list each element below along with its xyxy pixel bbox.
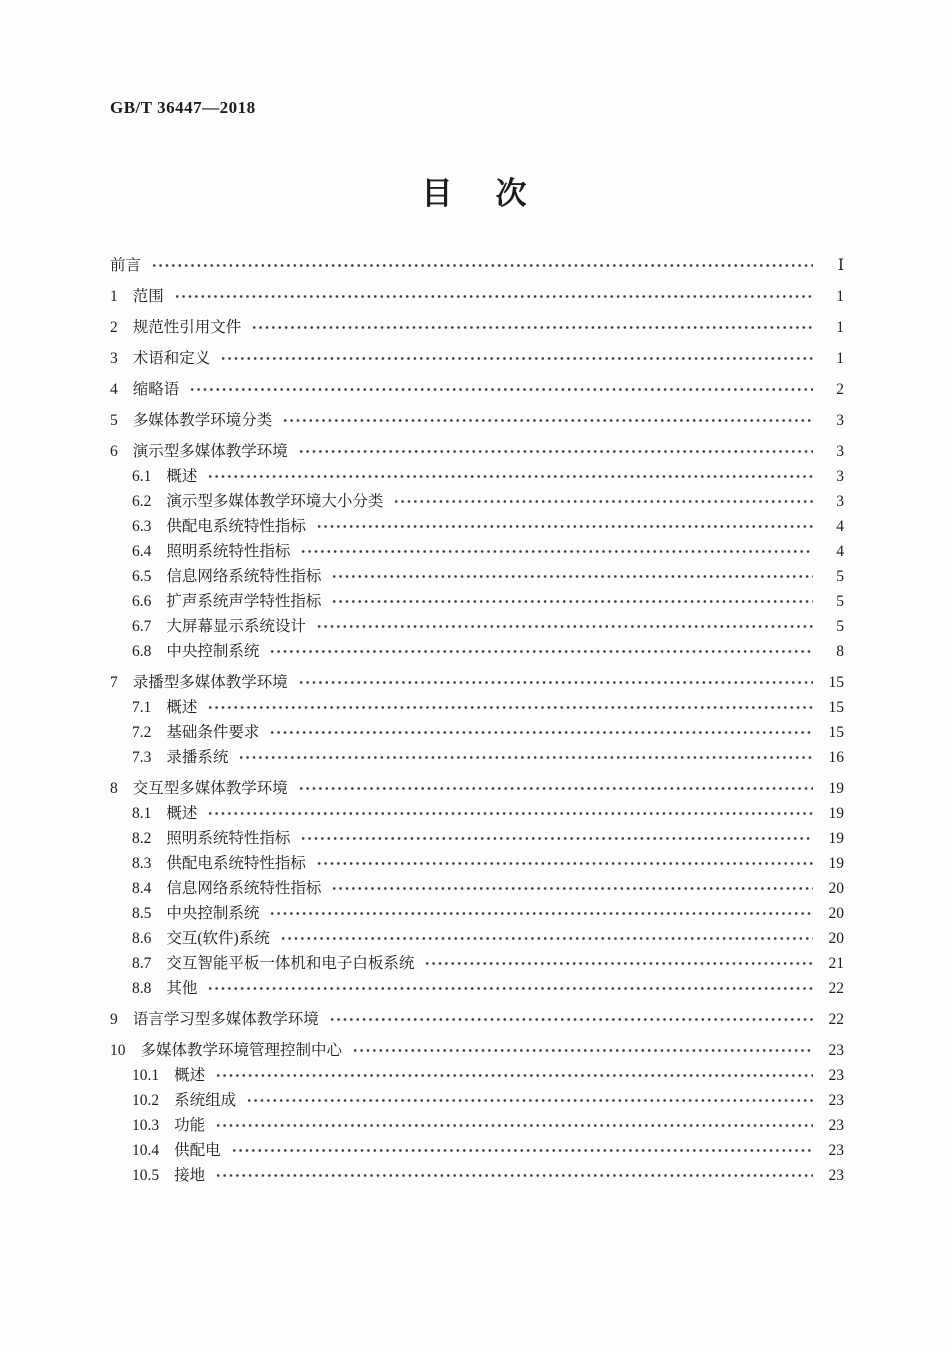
leader-dots	[251, 321, 813, 334]
toc-entry-number: 6.7	[132, 618, 152, 635]
toc-entry-number: 10.5	[132, 1167, 160, 1184]
leader-dots	[151, 259, 813, 272]
toc-entry-number: 3	[110, 350, 118, 367]
toc-entry-number: 8.2	[132, 830, 152, 847]
leader-dots	[298, 445, 813, 458]
toc-entry-title: 术语和定义	[132, 350, 211, 367]
standard-code: GB/T 36447—2018	[110, 98, 256, 117]
toc-entry-title: 录播型多媒体教学环境	[132, 674, 288, 691]
toc-entry-number: 6.4	[132, 543, 152, 560]
toc-entry-title: 交互(软件)系统	[166, 930, 270, 947]
leader-dots	[331, 882, 813, 895]
toc-entry-number: 6.1	[132, 468, 152, 485]
toc-entry	[110, 1113, 844, 1138]
toc-entry-number: 2	[110, 319, 118, 336]
toc-entry-title: 缩略语	[132, 381, 180, 398]
toc-entry-number: 8.3	[132, 855, 152, 872]
leader-dots	[189, 383, 813, 396]
toc-entry-number: 8.1	[132, 805, 152, 822]
toc-entry-title: 交互型多媒体教学环境	[132, 780, 288, 797]
leader-dots	[246, 1094, 813, 1107]
toc-entry	[110, 826, 844, 851]
toc-entry-number: 7	[110, 674, 118, 691]
toc-entry-title: 录播系统	[166, 749, 229, 766]
toc-entry-number: 6.2	[132, 493, 152, 510]
toc-entry-page: 22	[828, 1011, 844, 1028]
leader-dots	[331, 595, 813, 608]
leader-dots	[207, 470, 813, 483]
toc-entry	[110, 745, 844, 770]
toc-entry	[110, 1038, 844, 1063]
leader-dots	[280, 932, 813, 945]
toc-entry-title: 交互智能平板一体机和电子白板系统	[166, 955, 415, 972]
toc-entry	[110, 377, 844, 402]
toc-entry-number: 6.8	[132, 643, 152, 660]
toc-entry-page: 5	[836, 593, 844, 610]
toc-entry-page: 19	[828, 830, 844, 847]
toc-entry	[110, 1007, 844, 1032]
toc-entry-page: 3	[836, 412, 844, 429]
toc-entry	[110, 776, 844, 801]
toc-entry-page: 16	[828, 749, 844, 766]
toc-entry-page: 21	[828, 955, 844, 972]
toc-entry-title: 供配电	[174, 1142, 221, 1159]
toc-entry-page: 4	[836, 543, 844, 560]
toc-entry	[110, 639, 844, 664]
toc-entry-number: 9	[110, 1011, 118, 1028]
toc-entry-number: 7.1	[132, 699, 152, 716]
toc-entry-number: 7.3	[132, 749, 152, 766]
toc-entry-title: 供配电系统特性指标	[166, 518, 306, 535]
toc-entry	[110, 514, 844, 539]
toc-entry-title: 大屏幕显示系统设计	[166, 618, 306, 635]
toc-entry	[110, 1138, 844, 1163]
toc-entry-page: 5	[836, 568, 844, 585]
toc-entry-page: 1	[836, 350, 844, 367]
toc-entry-title: 照明系统特性指标	[166, 830, 291, 847]
toc-entry-page: 20	[828, 930, 844, 947]
toc-entry-page: 3	[836, 443, 844, 460]
toc-entry-page: 19	[828, 805, 844, 822]
toc-entry-number: 8.8	[132, 980, 152, 997]
leader-dots	[215, 1119, 813, 1132]
toc-entry-title: 系统组成	[174, 1092, 237, 1109]
toc-entry	[110, 695, 844, 720]
leader-dots	[331, 570, 813, 583]
toc-entry-title: 中央控制系统	[166, 643, 260, 660]
toc-entry	[110, 951, 844, 976]
toc-entry-title: 演示型多媒体教学环境大小分类	[166, 493, 384, 510]
leader-dots	[316, 520, 813, 533]
leader-dots	[269, 645, 813, 658]
leader-dots	[215, 1069, 813, 1082]
toc-entry	[110, 489, 844, 514]
toc-entry-page: 23	[828, 1067, 844, 1084]
toc-entry-page: 23	[828, 1042, 844, 1059]
toc-entry	[110, 670, 844, 695]
toc-entry-title: 概述	[166, 699, 198, 716]
toc-entry-page: 23	[828, 1092, 844, 1109]
toc-entry-number: 6.6	[132, 593, 152, 610]
leader-dots	[269, 726, 813, 739]
toc-entry-page: 1	[836, 288, 844, 305]
toc-entry-number: 6	[110, 443, 118, 460]
toc-entry-title: 扩声系统声学特性指标	[166, 593, 322, 610]
leader-dots	[298, 782, 813, 795]
leader-dots	[220, 352, 813, 365]
toc-entry-number: 10.2	[132, 1092, 160, 1109]
toc-entry-title: 概述	[174, 1067, 206, 1084]
toc-entry	[110, 253, 844, 278]
leader-dots	[393, 495, 813, 508]
toc-entry-title: 演示型多媒体教学环境	[132, 443, 288, 460]
toc-entry-page: 23	[828, 1142, 844, 1159]
toc-entry-page: 3	[836, 493, 844, 510]
toc-entry-title: 规范性引用文件	[132, 319, 242, 336]
leader-dots	[207, 982, 813, 995]
toc-entry-title: 概述	[166, 805, 198, 822]
table-of-contents	[110, 253, 844, 1188]
toc-entry-page: 15	[828, 674, 844, 691]
toc-entry-title: 中央控制系统	[166, 905, 260, 922]
toc-entry-page: 22	[828, 980, 844, 997]
toc-entry-number: 8.6	[132, 930, 152, 947]
leader-dots	[269, 907, 813, 920]
page-title: 目 次	[421, 176, 533, 211]
toc-entry-number: 7.2	[132, 724, 152, 741]
toc-entry-number: 10.1	[132, 1067, 160, 1084]
toc-entry-page: 5	[836, 618, 844, 635]
toc-entry-title: 多媒体教学环境管理控制中心	[140, 1042, 343, 1059]
toc-entry-title: 其他	[166, 980, 198, 997]
toc-entry-number: 6.5	[132, 568, 152, 585]
toc-entry	[110, 564, 844, 589]
toc-entry-title: 多媒体教学环境分类	[132, 412, 273, 429]
toc-entry-number: 10.3	[132, 1117, 160, 1134]
toc-entry-page: 15	[828, 724, 844, 741]
toc-entry-number: 10	[110, 1042, 126, 1059]
leader-dots	[352, 1044, 813, 1057]
toc-entry	[110, 1088, 844, 1113]
leader-dots	[300, 545, 813, 558]
leader-dots	[282, 414, 813, 427]
leader-dots	[329, 1013, 813, 1026]
toc-entry-number: 10.4	[132, 1142, 160, 1159]
leader-dots	[298, 676, 813, 689]
toc-entry-title: 基础条件要求	[166, 724, 260, 741]
toc-entry-number: 4	[110, 381, 118, 398]
toc-entry-number: 8.5	[132, 905, 152, 922]
leader-dots	[316, 620, 813, 633]
toc-entry-page: 19	[828, 855, 844, 872]
toc-entry-title: 前言	[110, 257, 142, 274]
toc-entry	[110, 614, 844, 639]
toc-entry-page: 23	[828, 1167, 844, 1184]
leader-dots	[424, 957, 813, 970]
toc-entry-title: 语言学习型多媒体教学环境	[132, 1011, 319, 1028]
toc-entry-title: 概述	[166, 468, 198, 485]
leader-dots	[231, 1144, 813, 1157]
toc-entry	[110, 408, 844, 433]
toc-entry-title: 范围	[132, 288, 164, 305]
toc-entry	[110, 439, 844, 464]
leader-dots	[174, 290, 813, 303]
toc-entry	[110, 851, 844, 876]
leader-dots	[207, 807, 813, 820]
toc-entry	[110, 1063, 844, 1088]
toc-entry	[110, 464, 844, 489]
toc-entry	[110, 801, 844, 826]
toc-entry-title: 照明系统特性指标	[166, 543, 291, 560]
toc-entry-number: 1	[110, 288, 118, 305]
toc-entry-page: 23	[828, 1117, 844, 1134]
toc-entry-page: 19	[828, 780, 844, 797]
toc-entry-page: 20	[828, 880, 844, 897]
toc-entry-page: 2	[836, 381, 844, 398]
toc-entry	[110, 284, 844, 309]
toc-entry-page: Ⅰ	[837, 257, 844, 274]
toc-entry-title: 信息网络系统特性指标	[166, 568, 322, 585]
toc-entry	[110, 315, 844, 340]
toc-entry-title: 供配电系统特性指标	[166, 855, 306, 872]
toc-entry-page: 15	[828, 699, 844, 716]
toc-entry-number: 8.4	[132, 880, 152, 897]
toc-entry	[110, 901, 844, 926]
toc-entry-number: 6.3	[132, 518, 152, 535]
toc-entry-title: 接地	[174, 1167, 206, 1184]
leader-dots	[300, 832, 813, 845]
toc-entry	[110, 539, 844, 564]
toc-entry	[110, 926, 844, 951]
toc-entry-number: 8.7	[132, 955, 152, 972]
leader-dots	[215, 1169, 813, 1182]
toc-entry-page: 3	[836, 468, 844, 485]
toc-entry	[110, 720, 844, 745]
leader-dots	[238, 751, 813, 764]
toc-entry	[110, 1163, 844, 1188]
toc-entry-page: 1	[836, 319, 844, 336]
toc-entry-page: 20	[828, 905, 844, 922]
toc-entry-title: 功能	[174, 1117, 206, 1134]
toc-entry-number: 5	[110, 412, 118, 429]
toc-entry	[110, 876, 844, 901]
toc-entry	[110, 976, 844, 1001]
toc-entry-page: 8	[836, 643, 844, 660]
leader-dots	[316, 857, 813, 870]
toc-entry-page: 4	[836, 518, 844, 535]
toc-entry	[110, 589, 844, 614]
leader-dots	[207, 701, 813, 714]
toc-entry-number: 8	[110, 780, 118, 797]
toc-entry-title: 信息网络系统特性指标	[166, 880, 322, 897]
toc-entry	[110, 346, 844, 371]
